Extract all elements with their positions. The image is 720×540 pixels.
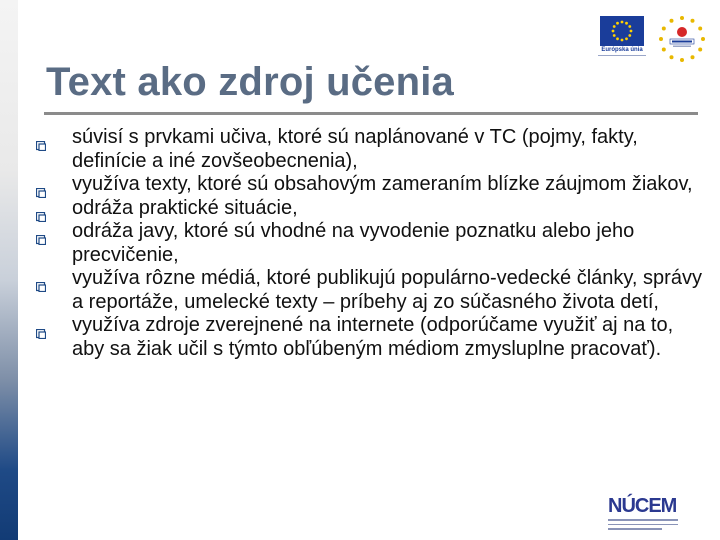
slide-title: Text ako zdroj učenia xyxy=(46,60,455,104)
eu-logo xyxy=(598,16,646,62)
bullet-item xyxy=(36,126,706,173)
checkbox-square-icon xyxy=(36,181,46,191)
bullet-item xyxy=(36,267,706,314)
bullet-item xyxy=(36,197,706,221)
bullet-item xyxy=(36,220,706,267)
eu-logo-underline xyxy=(598,55,646,58)
nucem-logo-wordmark: NÚCEM xyxy=(608,495,677,517)
checkbox-square-icon xyxy=(36,275,46,285)
bullet-text: odráža praktické situácie, xyxy=(72,196,298,219)
eu-flag-icon xyxy=(600,16,644,46)
bullet-item xyxy=(36,173,706,197)
bullet-text: využíva zdroje zverejnené na internete (odporúčame využiť aj na to, aby sa žiak učil s týmto obľúbeným médiom zmysluplne pracovať). xyxy=(72,314,674,360)
esf-emblem-icon xyxy=(657,14,707,64)
bullet-item xyxy=(36,314,706,361)
bullet-text: odráža javy, ktoré sú vhodné na vyvodenie poznatku alebo jeho precvičenie, xyxy=(72,220,635,266)
bullet-list xyxy=(36,126,706,361)
nucem-logo-subline xyxy=(608,524,678,526)
bullet-text: využíva texty, ktoré sú obsahovým zameraním blízke záujmom žiakov, xyxy=(72,173,693,195)
checkbox-square-icon xyxy=(36,134,46,144)
title-divider xyxy=(44,112,698,115)
nucem-logo xyxy=(608,496,686,530)
side-gradient-band xyxy=(0,0,18,540)
checkbox-square-icon xyxy=(36,205,46,215)
checkbox-square-icon xyxy=(36,228,46,238)
bullet-text: súvisí s prvkami učiva, ktoré sú naplánované v TC (pojmy, fakty, definície a iné zovšeobecnenia), xyxy=(72,126,638,172)
nucem-logo-subline xyxy=(608,528,662,530)
nucem-logo-subline xyxy=(608,519,678,521)
eu-logo-label: Európska únia xyxy=(601,47,643,53)
bullet-text: využíva rôzne médiá, ktoré publikujú populárno-vedecké články, správy a reportáže, umelecké texty – príbehy aj zo súčasného života detí, xyxy=(72,267,702,313)
checkbox-square-icon xyxy=(36,322,46,332)
